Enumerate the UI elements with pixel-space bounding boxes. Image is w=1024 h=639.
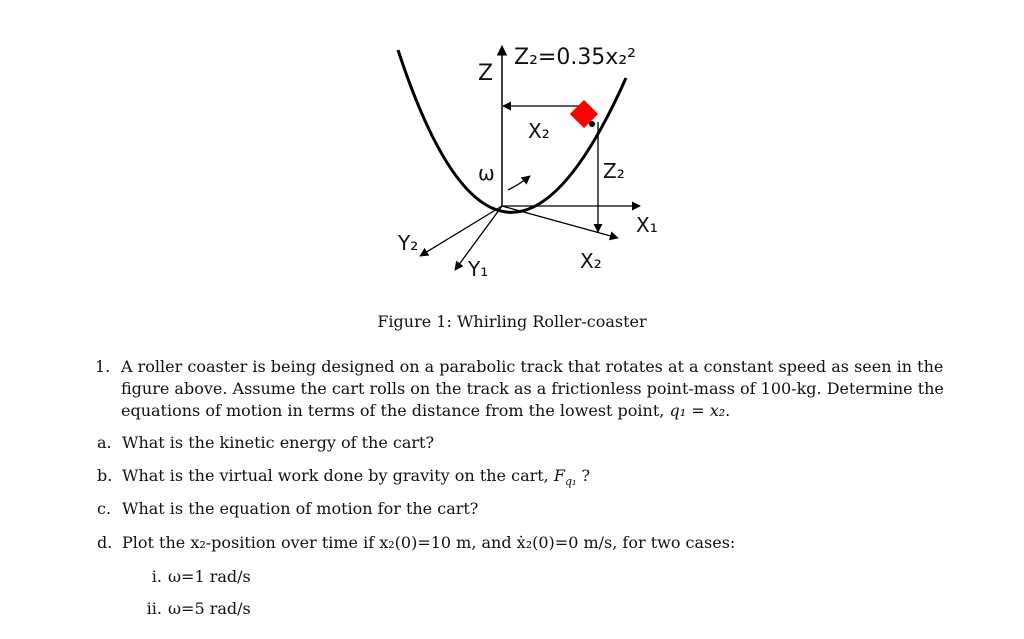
part-c [97, 498, 478, 520]
question-text-main: A roller coaster is being designed on a parabolic track that rotates at a constant speed as seen in the figure above. Assume the cart rolls on the track as a frictionless point-mass of 100-kg. Determine the equations of motion in terms of the distance from the lowest point, [121, 357, 944, 420]
question-number: 1. [95, 357, 111, 376]
case-ii-text: ω=5 rad/s [168, 599, 251, 618]
case-i [137, 566, 251, 588]
part-b [97, 465, 590, 493]
part-d-label: d. [97, 533, 113, 552]
part-a-text: What is the kinetic energy of the cart? [122, 433, 435, 452]
figure-caption: Figure 1: Whirling Roller-coaster [377, 312, 647, 331]
y2-axis [420, 206, 502, 256]
part-b-label: b. [97, 466, 113, 485]
x1-label: X₁ [636, 213, 658, 237]
x2-lower-arrow [502, 206, 618, 238]
roller-coaster-figure [0, 0, 1024, 300]
part-b-text: What is the virtual work done by gravity on the cart, [122, 466, 554, 485]
question-math: q₁ = x₂ [669, 401, 726, 420]
part-c-text: What is the equation of motion for the cart? [122, 499, 479, 518]
case-ii [137, 598, 251, 620]
z2-label: Z₂ [603, 159, 625, 183]
part-d-text: Plot the x₂-position over time if x₂(0)=10 m, and ẋ₂(0)=0 m/s, for two cases: [122, 533, 736, 552]
case-i-text: ω=1 rad/s [168, 567, 251, 586]
z-axis-label: Z [478, 61, 494, 86]
part-b-math: F [553, 466, 565, 485]
part-d [97, 532, 735, 554]
equation-label: Z₂=0.35x₂² [514, 45, 636, 70]
case-i-label: i. [151, 567, 162, 586]
part-c-label: c. [97, 499, 112, 518]
omega-rotation-arrow [508, 176, 530, 190]
part-a-label: a. [97, 433, 112, 452]
cart-wheel [589, 121, 595, 127]
question-1 [95, 356, 975, 422]
part-b-math-sub: q₁ [564, 475, 577, 489]
y2-label: Y₂ [398, 231, 419, 255]
case-ii-label: ii. [146, 599, 162, 618]
part-b-text-end: ? [576, 466, 591, 485]
question-text-end: . [725, 401, 731, 420]
x2-lower-label: X₂ [580, 249, 602, 273]
x2-upper-label: X₂ [528, 119, 550, 143]
part-a [97, 432, 434, 454]
y1-label: Y₁ [468, 257, 489, 281]
omega-label: ω [478, 161, 495, 185]
question-text [121, 356, 975, 422]
